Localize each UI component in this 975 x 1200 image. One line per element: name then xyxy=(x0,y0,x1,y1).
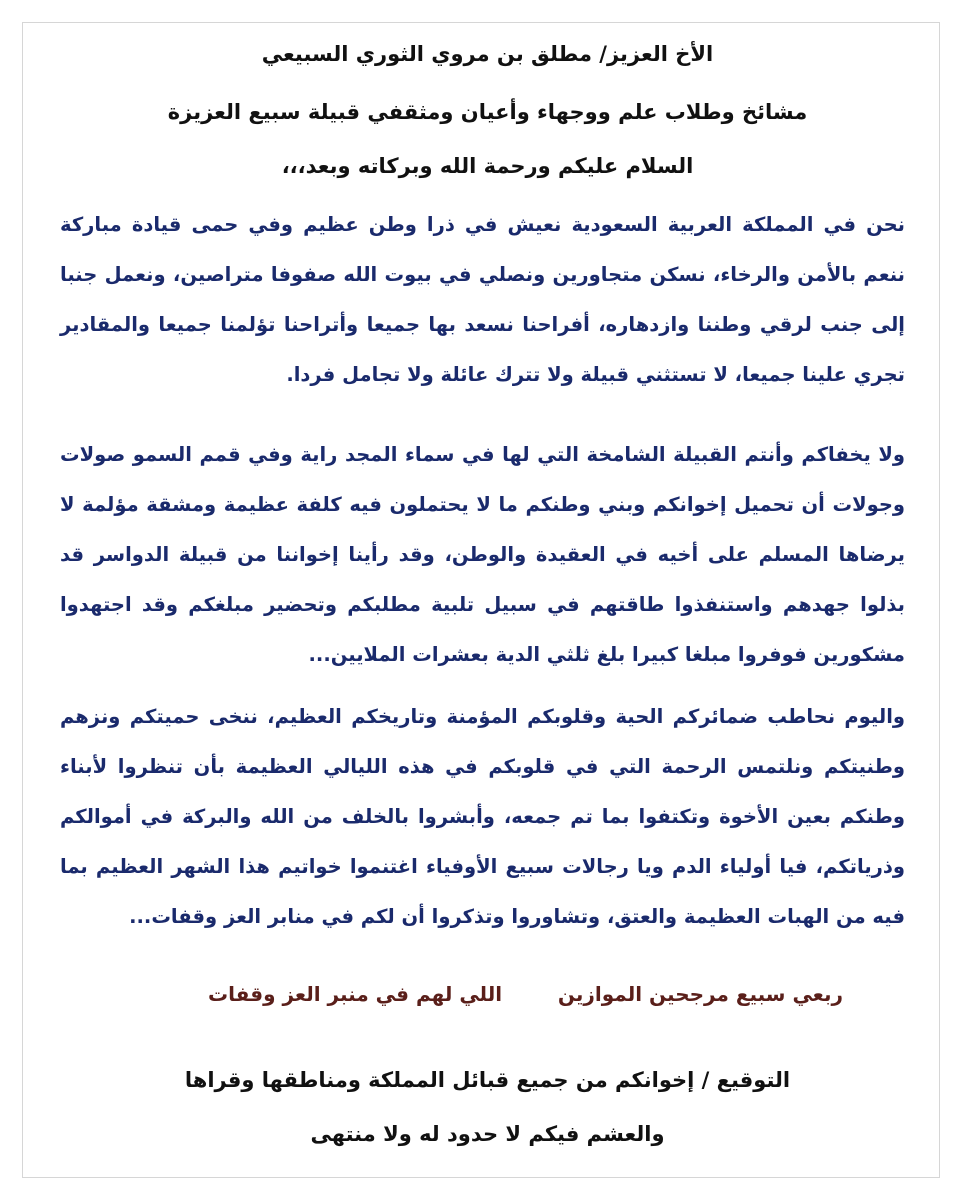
body-paragraph-1: نحن في المملكة العربية السعودية نعيش في ذرا وطن عظيم وفي حمى قيادة مباركة ننعم بالأمن والرخاء، نسكن متجاورين ونصلي في بيوت الله صفوفا متراصين، ونعمل جنبا إلى جنب لرقي وطننا وازدهاره، أفراحنا نسعد بها جميعا وأتراحنا تؤلمنا جميعا والمقادير تجري علينا جميعا، لا تستثني قبيلة ولا تترك عائلة ولا تجامل فردا. xyxy=(60,213,905,386)
signature-line: التوقيع / إخوانكم من جميع قبائل المملكة ومناطقها وقراها xyxy=(184,1068,791,1092)
closing-line: والعشم فيكم لا حدود له ولا منتهى xyxy=(310,1122,665,1146)
greeting-line: السلام عليكم ورحمة الله وبركاته وبعد،،، xyxy=(281,154,694,178)
audience-line: مشائخ وطلاب علم ووجهاء وأعيان ومثقفي قبيلة سبيع العزيزة xyxy=(167,100,808,124)
body-paragraph-2: ولا يخفاكم وأنتم القبيلة الشامخة التي لها في سماء المجد راية وفي قمم السمو صولات وجولات أن تحميل إخوانكم وبني وطنكم ما لا يحتملون فيه كلفة عظيمة ومشقة مؤلمة لا يرضاها المسلم على أخيه في العقيدة والوطن، وقد رأينا إخواننا من قبيلة الدواسر قد بذلوا جهدهم واستنفذوا طاقتهم في سبيل تلبية مطلبكم وتحضير مبلغكم وقد اجتهدوا مشكورين فوفروا مبلغا كبيرا بلغ ثلثي الدية بعشرات الملايين... xyxy=(60,443,905,666)
body-paragraph-3: واليوم نحاطب ضمائركم الحية وقلوبكم المؤمنة وتاريخكم العظيم، ننخى حميتكم ونزهم وطنيتكم ونلتمس الرحمة التي في قلوبكم في هذه الليالي العظيمة بأن تنظروا لأبناء وطنكم بعين الأخوة وتكتفوا بما تم جمعه، وأبشروا بالخلف من الله والبركة في أموالكم وذرياتكم، فيا أولياء الدم ويا رجالات سبيع الأوفياء اغتنموا خواتيم هذا الشهر العظيم بما فيه من الهبات العظيمة والعتق، وتشاوروا وتذكروا أن لكم في منابر العز وقفات... xyxy=(60,705,905,928)
addressee-line: الأخ العزيز/ مطلق بن مروي الثوري السبيعي xyxy=(261,42,714,66)
verse-second-hemistich: اللي لهم في منبر العز وقفات xyxy=(208,982,503,1006)
verse-first-hemistich: ربعي سبيع مرجحين الموازين xyxy=(557,982,843,1006)
